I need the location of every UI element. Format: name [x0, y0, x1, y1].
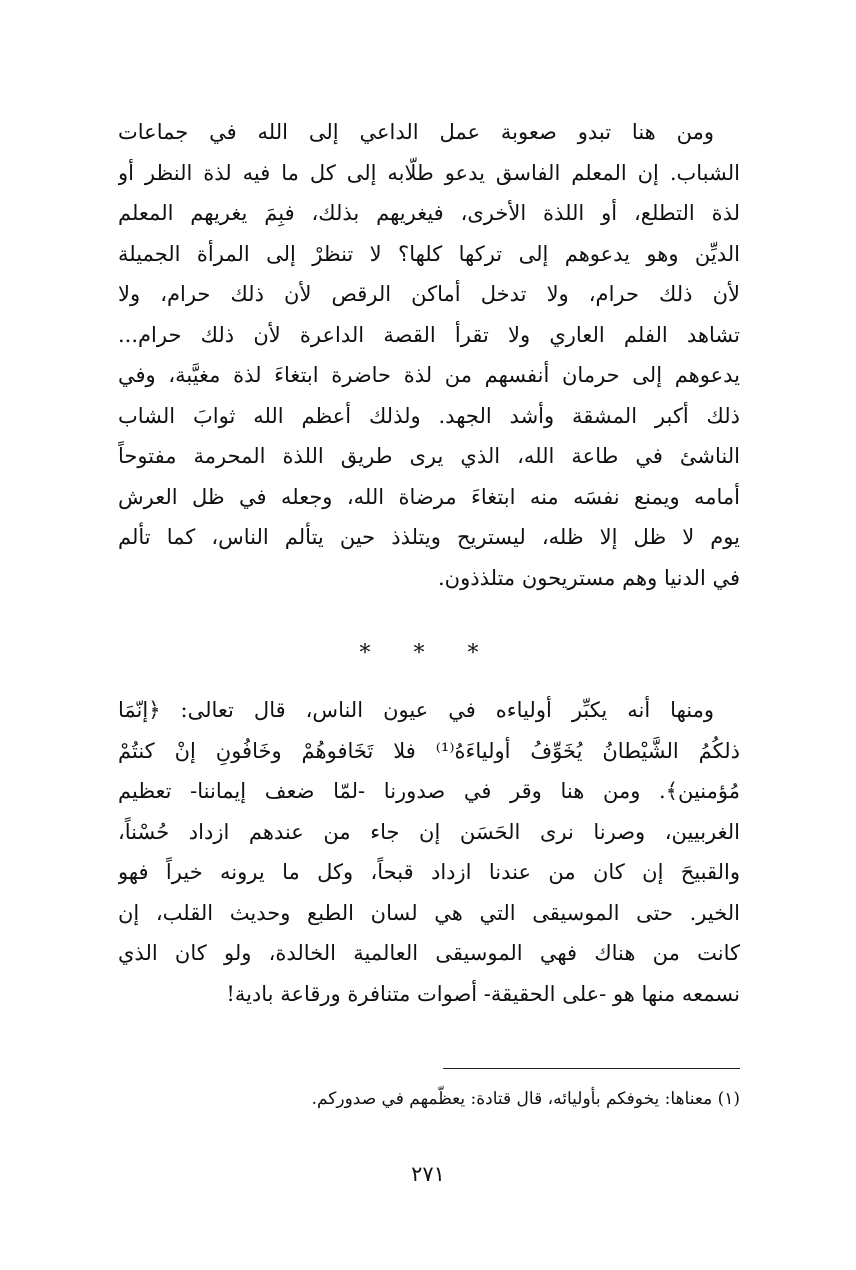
section-separator: * * * [359, 641, 497, 666]
paragraph-line: ومن هنا تبدو صعوبة عمل الداعي إلى الله في جماعات [118, 120, 714, 144]
paragraph-line: ذلكُمُ الشَّيْطانُ يُخَوِّفُ أولياءَهُ⁽¹⁾ فلا تَخَافوهُمْ وخَافُونِ إنْ كنتُمْ [118, 738, 740, 763]
page-number: ٢٧١ [411, 1162, 445, 1186]
paragraph-line: مُؤمنين﴾. ومن هنا وقر في صدورنا -لمّا ضعف إيماننا- تعظيم [118, 779, 740, 803]
paragraph-line: تشاهد الفلم العاري ولا تقرأ القصة الداعرة لأن ذلك حرام... [118, 322, 740, 347]
paragraph-line: الناشئ في طاعة الله، الذي يرى طريق اللذة المحرمة مفتوحاً [118, 444, 740, 468]
paragraph-1 [118, 112, 740, 598]
paragraph-line: في الدنيا وهم مستريحون متلذذون. [438, 565, 740, 590]
paragraph-line: لذة التطلع، أو اللذة الأخرى، فيغريهم بذلك، فبِمَ يغريهم المعلم [118, 201, 740, 225]
paragraph-line: الغربيين، وصرنا نرى الحَسَن إن جاء من عندهم ازداد حُسْناً، [118, 819, 740, 844]
paragraph-line: يوم لا ظل إلا ظله، ليستريح ويتلذذ حين يتألم الناس، كما تألم [118, 525, 740, 549]
paragraph-line: الشباب. إن المعلم الفاسق يدعو طلّابه إلى كل ما فيه لذة النظر أو [118, 160, 740, 185]
paragraph-line: لأن ذلك حرام، ولا تدخل أماكن الرقص لأن ذلك حرام، ولا [118, 282, 740, 306]
paragraph-line: كانت من هناك فهي الموسيقى العالمية الخالدة، ولو كان الذي [118, 941, 740, 965]
footnote-divider [443, 1068, 740, 1069]
paragraph-line: نسمعه منها هو -على الحقيقة- أصوات متنافرة ورقاعة بادية! [226, 981, 740, 1006]
paragraph-line: ذلك أكبر المشقة وأشد الجهد. ولذلك أعظم الله ثوابَ الشاب [118, 403, 740, 428]
paragraph-line: أمامه ويمنع نفسَه منه ابتغاءَ مرضاة الله، وجعله في ظل العرش [118, 484, 740, 509]
paragraph-line: الديِّن وهو يدعوهم إلى تركها كلها؟ لا تنظرْ إلى المرأة الجميلة [118, 241, 740, 266]
paragraph-line: والقبيحَ إن كان من عندنا ازداد قبحاً، وكل ما يرونه خيراً فهو [118, 860, 740, 884]
paragraph-2 [118, 690, 740, 1014]
footnote: (١) معناها: يخوفكم بأوليائه، قال قتادة: يعظّمهم في صدوركم. [311, 1089, 740, 1109]
paragraph-line: ومنها أنه يكبِّر أولياءه في عيون الناس، قال تعالى: ﴿إنّمَا [118, 698, 714, 722]
paragraph-line: الخير. حتى الموسيقى التي هي لسان الطبع وحديث القلب، إن [118, 900, 740, 925]
paragraph-line: يدعوهم إلى حرمان أنفسهم من لذة حاضرة ابتغاءَ لذة مغيَّبة، وفي [118, 363, 740, 387]
